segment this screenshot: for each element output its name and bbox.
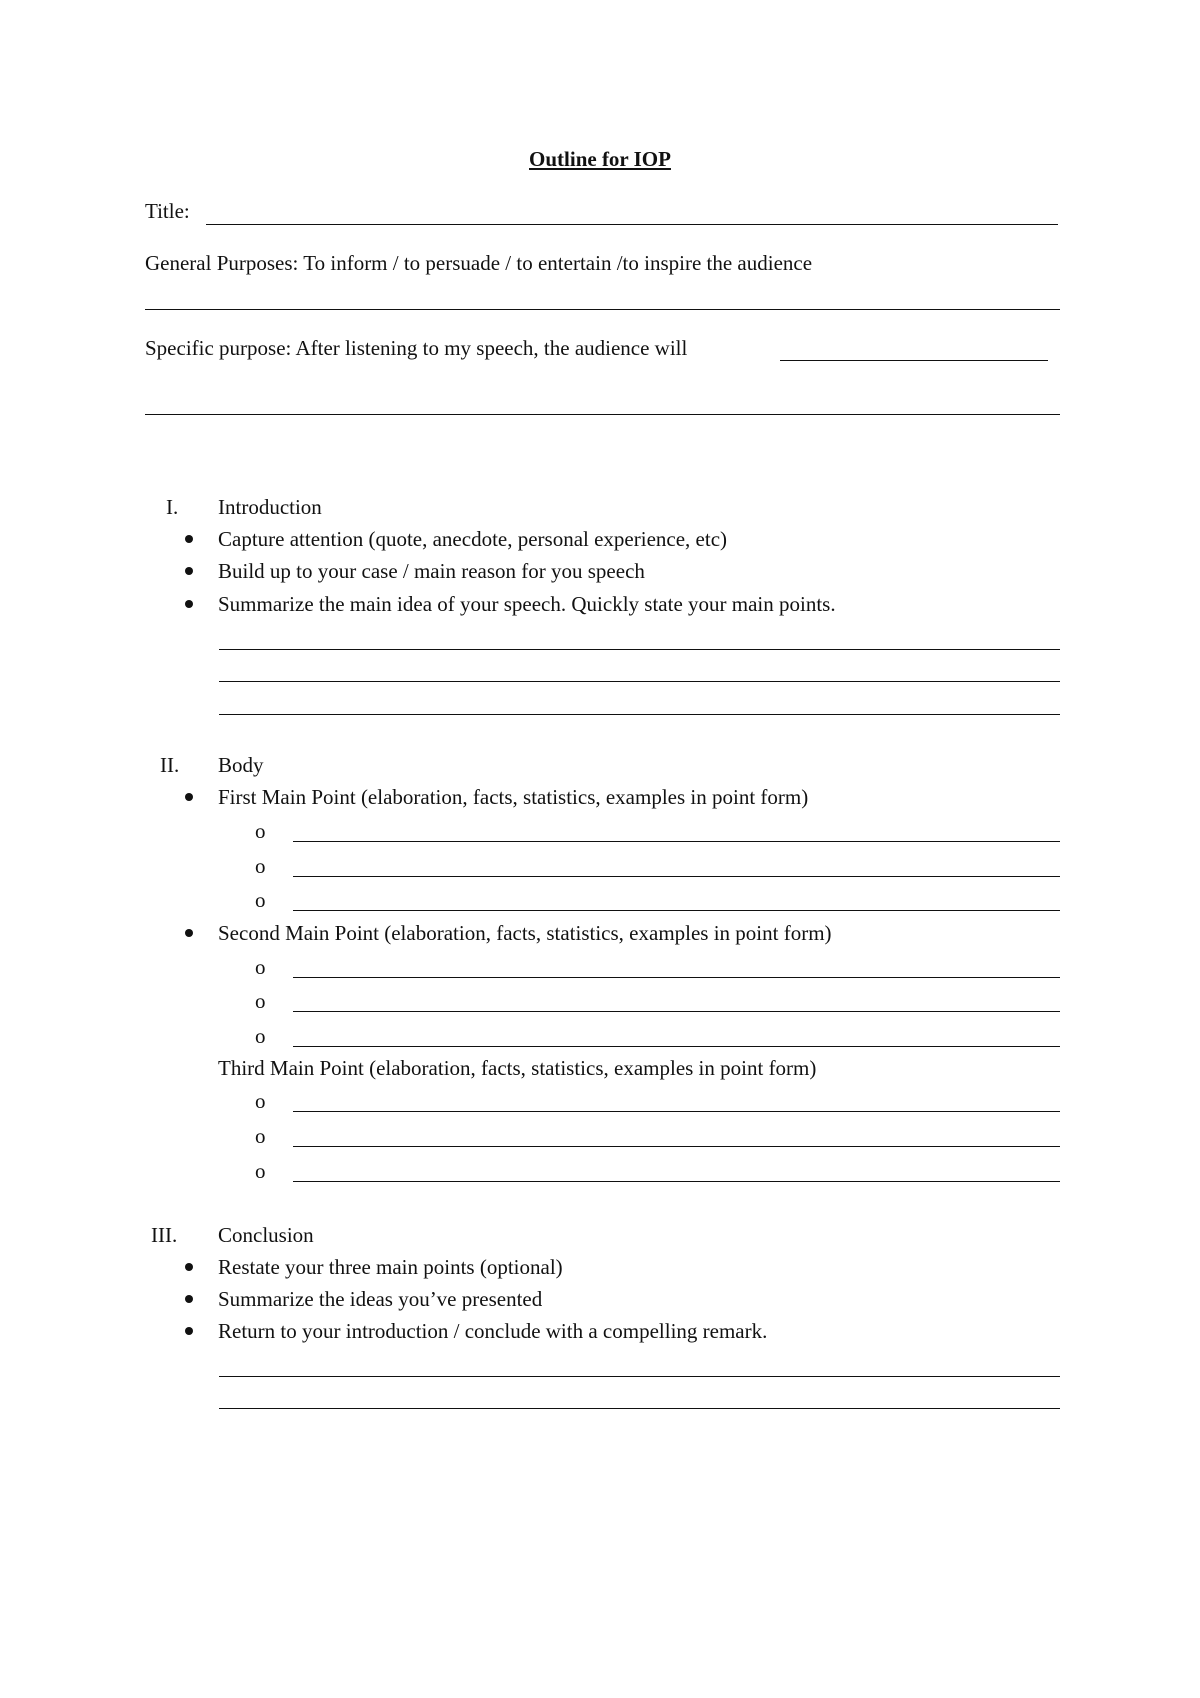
sub-bullet-circle-icon: o bbox=[255, 819, 266, 843]
section-heading-intro: Introduction bbox=[218, 495, 322, 519]
body-point-2: Second Main Point (elaboration, facts, statistics, examples in point form) bbox=[218, 921, 832, 945]
body-point-1: First Main Point (elaboration, facts, statistics, examples in point form) bbox=[218, 785, 809, 809]
section-heading-body: Body bbox=[218, 753, 264, 777]
sub-bullet-circle-icon: o bbox=[255, 854, 266, 878]
general-purposes-text: General Purposes: To inform / to persuade / to entertain /to inspire the audience bbox=[145, 251, 813, 275]
sub-bullet-circle-icon: o bbox=[255, 1124, 266, 1148]
body-point-1-answer-line[interactable] bbox=[293, 910, 1060, 911]
bullet-icon bbox=[185, 793, 193, 801]
document-title: Outline for IOP bbox=[529, 147, 671, 171]
bullet-icon bbox=[185, 929, 193, 937]
body-point-3-answer-line[interactable] bbox=[293, 1111, 1060, 1112]
intro-bullet-2: Build up to your case / main reason for you speech bbox=[218, 559, 645, 583]
title-label: Title: bbox=[145, 199, 190, 223]
section-numeral-body: II. bbox=[160, 753, 180, 777]
sub-bullet-circle-icon: o bbox=[255, 888, 266, 912]
body-point-3: Third Main Point (elaboration, facts, statistics, examples in point form) bbox=[218, 1056, 817, 1080]
bullet-icon bbox=[185, 1327, 193, 1335]
title-answer-line[interactable] bbox=[206, 224, 1058, 225]
conclusion-bullet-1: Restate your three main points (optional) bbox=[218, 1255, 563, 1279]
body-point-3-answer-line[interactable] bbox=[293, 1181, 1060, 1182]
conclusion-answer-line[interactable] bbox=[219, 1376, 1060, 1377]
specific-purpose-inline-line[interactable] bbox=[780, 360, 1048, 361]
intro-answer-line[interactable] bbox=[219, 681, 1060, 682]
specific-purpose-text: Specific purpose: After listening to my speech, the audience will bbox=[145, 336, 688, 360]
intro-answer-line[interactable] bbox=[219, 714, 1060, 715]
sub-bullet-circle-icon: o bbox=[255, 989, 266, 1013]
bullet-icon bbox=[185, 1263, 193, 1271]
sub-bullet-circle-icon: o bbox=[255, 955, 266, 979]
section-heading-conclusion: Conclusion bbox=[218, 1223, 314, 1247]
bullet-icon bbox=[185, 1295, 193, 1303]
specific-purpose-answer-line[interactable] bbox=[145, 414, 1060, 415]
sub-bullet-circle-icon: o bbox=[255, 1159, 266, 1183]
section-numeral-intro: I. bbox=[166, 495, 179, 519]
general-purposes-answer-line[interactable] bbox=[145, 309, 1060, 310]
body-point-1-answer-line[interactable] bbox=[293, 841, 1060, 842]
conclusion-bullet-2: Summarize the ideas you’ve presented bbox=[218, 1287, 543, 1311]
intro-bullet-1: Capture attention (quote, anecdote, personal experience, etc) bbox=[218, 527, 728, 551]
intro-bullet-3: Summarize the main idea of your speech. Quickly state your main points. bbox=[218, 592, 836, 616]
body-point-2-answer-line[interactable] bbox=[293, 1046, 1060, 1047]
bullet-icon bbox=[185, 535, 193, 543]
sub-bullet-circle-icon: o bbox=[255, 1024, 266, 1048]
bullet-icon bbox=[185, 567, 193, 575]
body-point-2-answer-line[interactable] bbox=[293, 1011, 1060, 1012]
section-numeral-conclusion: III. bbox=[151, 1223, 178, 1247]
conclusion-bullet-3: Return to your introduction / conclude with a compelling remark. bbox=[218, 1319, 768, 1343]
sub-bullet-circle-icon: o bbox=[255, 1089, 266, 1113]
body-point-3-answer-line[interactable] bbox=[293, 1146, 1060, 1147]
bullet-icon bbox=[185, 600, 193, 608]
body-point-1-answer-line[interactable] bbox=[293, 876, 1060, 877]
conclusion-answer-line[interactable] bbox=[219, 1408, 1060, 1409]
body-point-2-answer-line[interactable] bbox=[293, 977, 1060, 978]
intro-answer-line[interactable] bbox=[219, 649, 1060, 650]
